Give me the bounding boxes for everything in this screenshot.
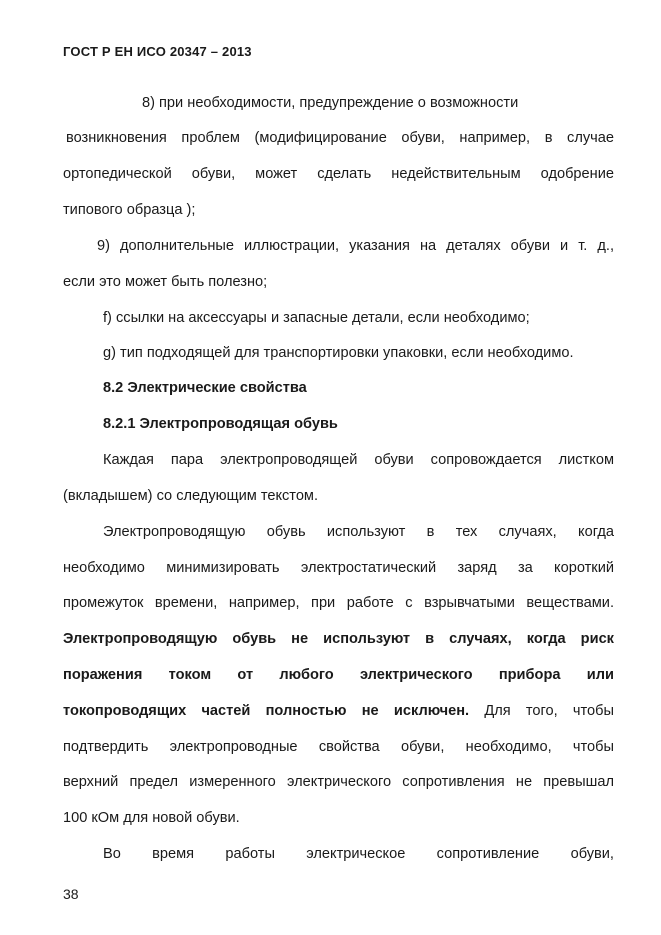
paragraph-line: (вкладышем) со следующим текстом. <box>63 488 319 504</box>
paragraph-line: необходимо минимизировать электростатический заряд за короткий <box>63 560 614 576</box>
paragraph-line: Во время работы электрическое сопротивление обуви, <box>103 846 614 862</box>
paragraph-line: верхний предел измеренного электрического сопротивления не превышал <box>63 774 614 790</box>
warning-text: токопроводящих частей полностью не исключен. <box>63 703 470 719</box>
text-line: возникновения проблем (модифицирование обуви, например, в случае <box>66 130 614 146</box>
list-item-f: f) ссылки на аксессуары и запасные детали, если необходимо; <box>103 310 530 326</box>
paragraph-line: Электропроводящую обувь используют в тех случаях, когда <box>103 524 614 540</box>
paragraph-line: подтвердить электропроводные свойства обуви, необходимо, чтобы <box>63 739 614 755</box>
list-item-9: 9) дополнительные иллюстрации, указания на деталях обуви и т. д., <box>97 238 614 254</box>
text-line: если это может быть полезно; <box>63 274 268 290</box>
paragraph-line: промежуток времени, например, при работе с взрывчатыми веществами. <box>63 595 614 611</box>
warning-line: поражения током от любого электрического прибора или <box>63 667 614 683</box>
text-line: ортопедической обуви, может сделать недействительным одобрение <box>63 166 614 182</box>
warning-line: Электропроводящую обувь не используют в случаях, когда риск <box>63 631 614 647</box>
paragraph-text: Для того, чтобы <box>469 703 614 719</box>
list-item-g: g) тип подходящей для транспортировки упаковки, если необходимо. <box>103 345 574 361</box>
document-header: ГОСТ Р ЕН ИСО 20347 – 2013 <box>63 44 252 59</box>
paragraph-line: 100 кОм для новой обуви. <box>63 810 240 826</box>
mixed-line <box>63 701 614 721</box>
paragraph-line: Каждая пара электропроводящей обуви сопровождается листком <box>103 452 614 468</box>
text-line: типового образца ); <box>63 202 196 218</box>
list-item-8: 8) при необходимости, предупреждение о возможности <box>142 95 519 111</box>
subsection-heading: 8.2.1 Электропроводящая обувь <box>103 416 338 432</box>
section-heading: 8.2 Электрические свойства <box>103 380 307 396</box>
page-number: 38 <box>63 886 79 902</box>
